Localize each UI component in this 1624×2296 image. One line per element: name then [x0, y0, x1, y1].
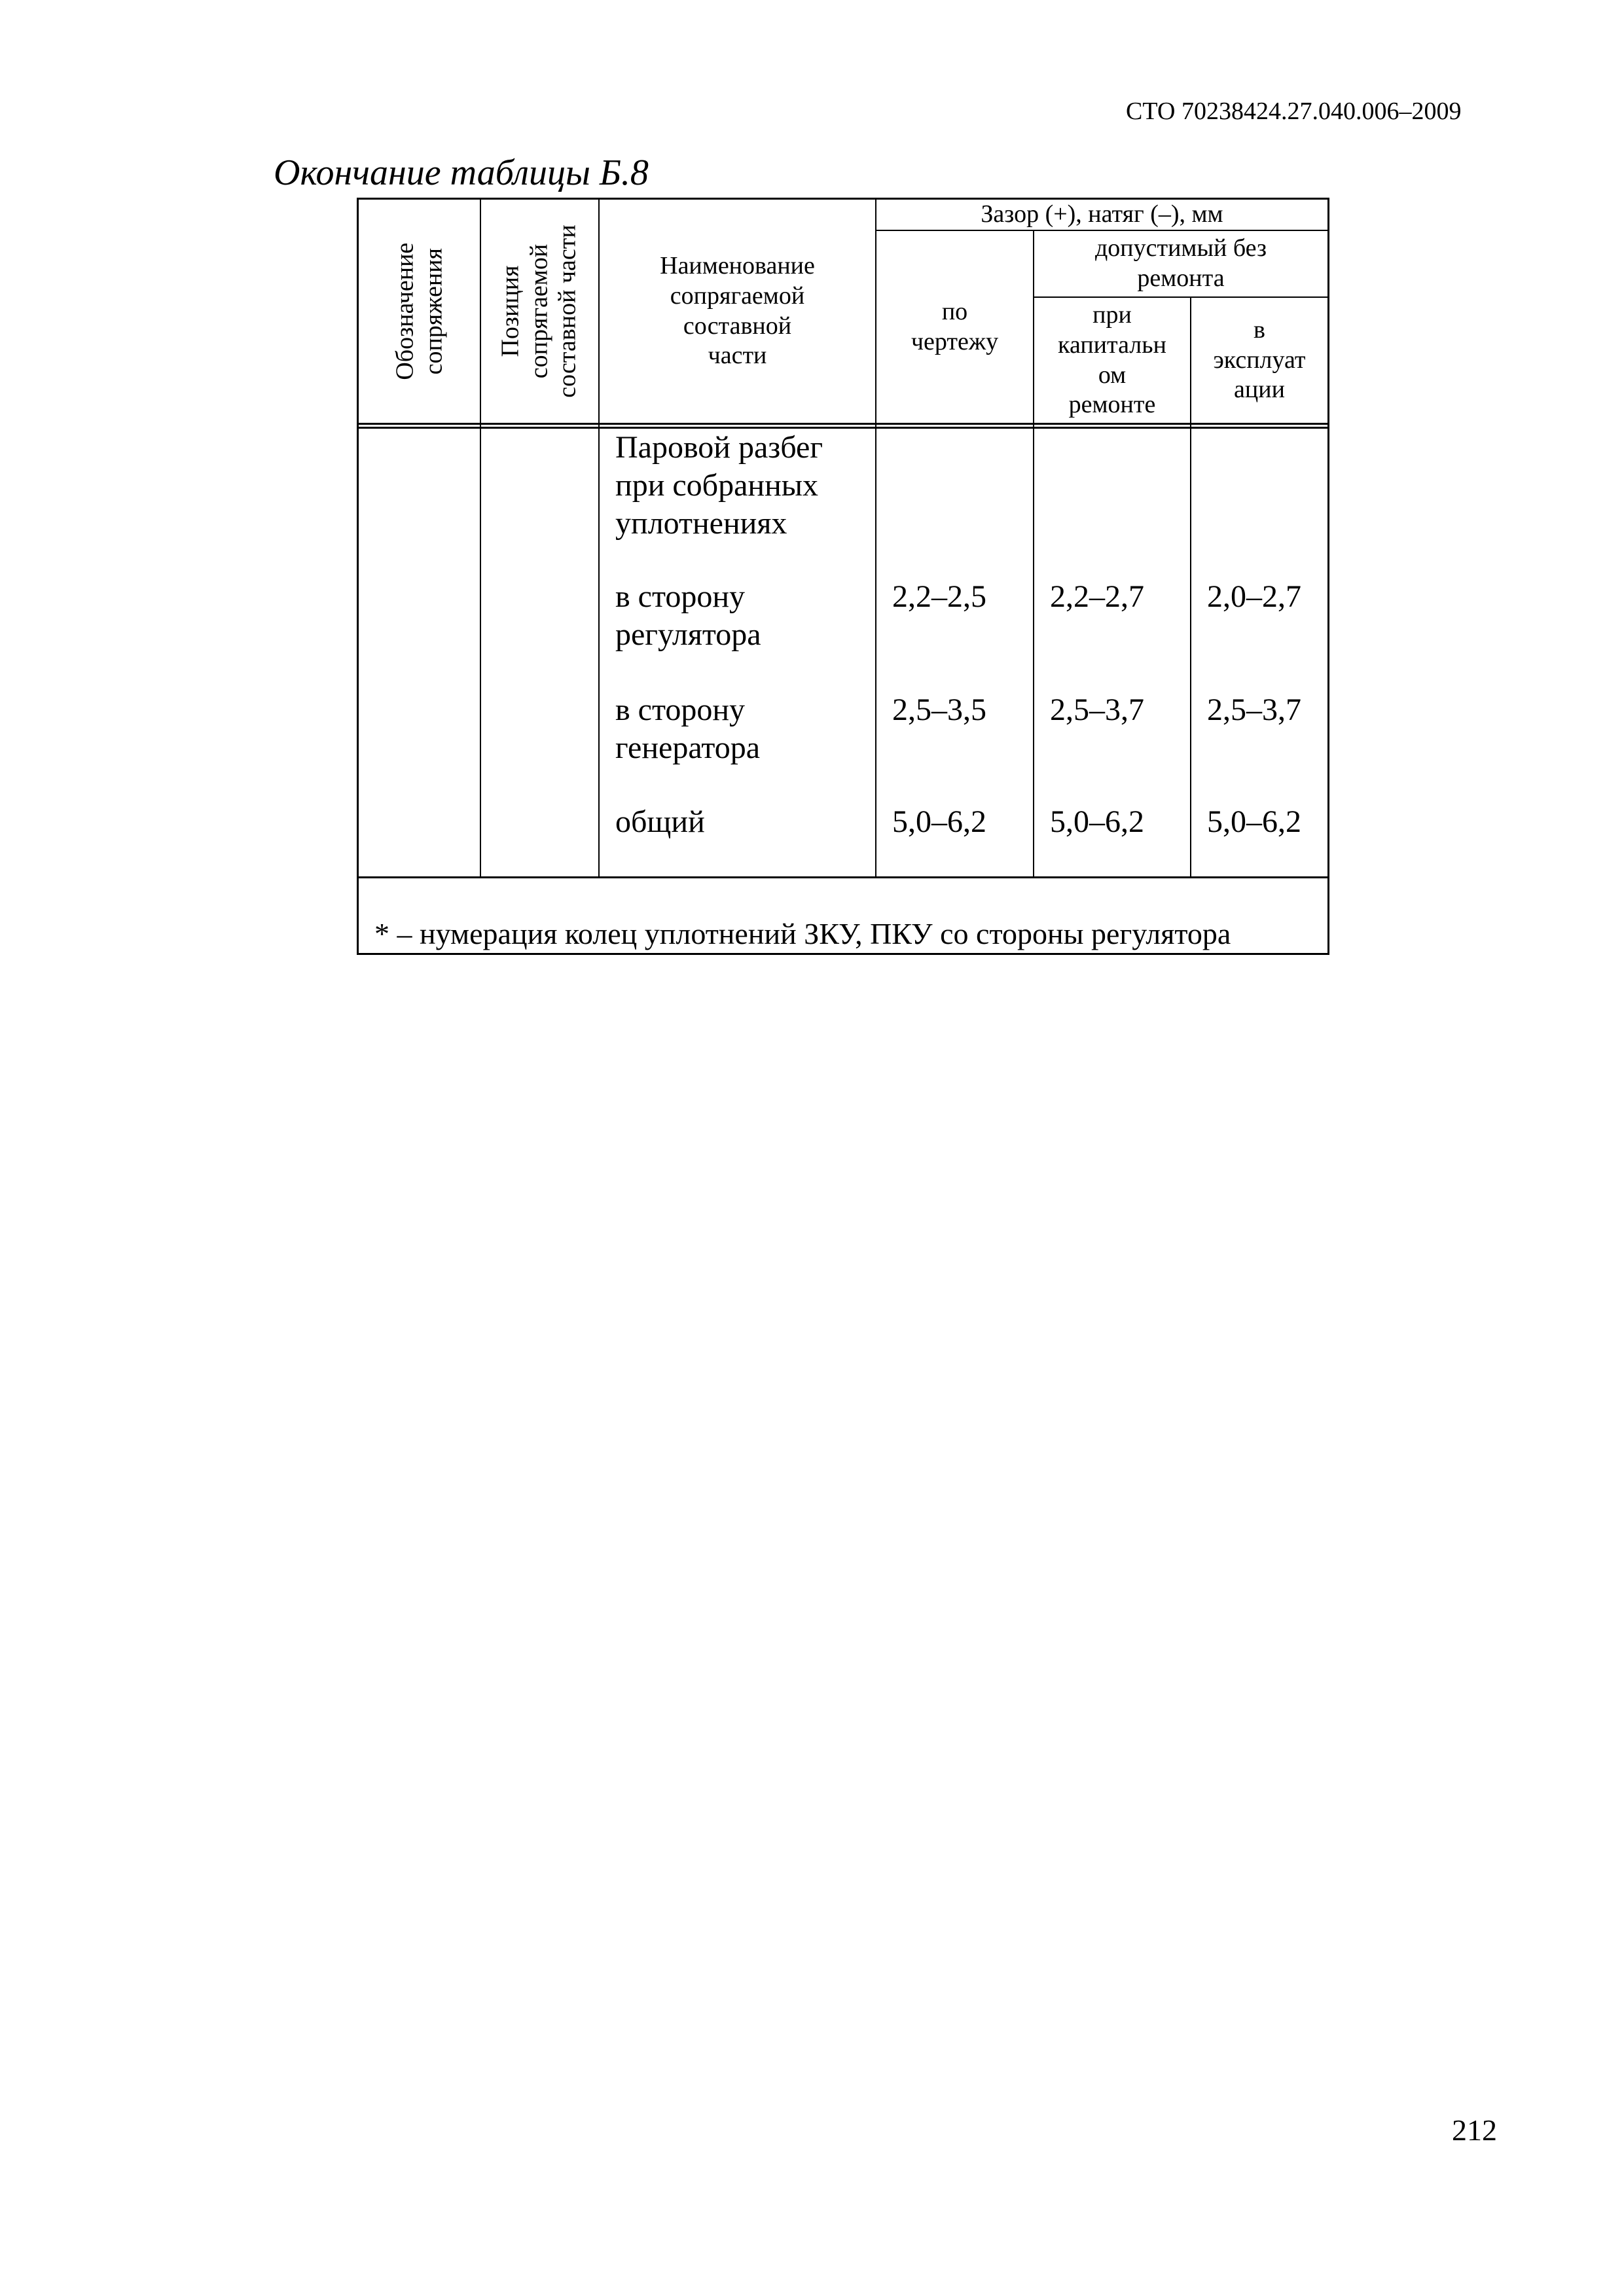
header-position: [481, 200, 598, 423]
row-1-name: в сторону регулятора: [615, 579, 761, 652]
row-3-capital-repair: 5,0–6,2: [1050, 804, 1144, 839]
header-designation-label: Обозначение сопряжения: [390, 242, 447, 380]
row-1-capital-repair: 2,2–2,7: [1050, 579, 1144, 614]
row-2-operation: 2,5–3,7: [1207, 692, 1301, 727]
row-3-name: общий: [615, 804, 705, 839]
table-caption: Окончание таблицы Б.8: [274, 152, 649, 193]
page-number: 212: [1452, 2113, 1497, 2147]
header-designation: [359, 200, 480, 423]
document-code: СТО 70238424.27.040.006–2009: [1126, 98, 1462, 125]
table-border-right: [1327, 198, 1329, 955]
header-separator: [357, 423, 1329, 425]
row-1-operation: 2,0–2,7: [1207, 579, 1301, 614]
section-title: Паровой разбег при собранных уплотнениях: [615, 430, 823, 541]
row-3-operation: 5,0–6,2: [1207, 804, 1301, 839]
table-border-bottom: [357, 953, 1329, 955]
row-3-by-drawing: 5,0–6,2: [892, 804, 986, 839]
row-2-capital-repair: 2,5–3,7: [1050, 692, 1144, 727]
header-name: Наименование сопрягаемой составной части: [660, 252, 815, 370]
row-2-name: в сторону генератора: [615, 692, 761, 765]
grid-line: [357, 876, 1329, 878]
row-2-by-drawing: 2,5–3,5: [892, 692, 986, 727]
header-capital-repair: при капитальн ом ремонте: [1058, 301, 1166, 419]
header-operation: в эксплуат ации: [1213, 316, 1306, 404]
header-by-drawing: по чертежу: [911, 297, 999, 355]
table-footnote: * – нумерация колец уплотнений ЗКУ, ПКУ со стороны регулятора: [374, 917, 1231, 950]
row-1-by-drawing: 2,2–2,5: [892, 579, 986, 614]
header-position-label: Позиция сопрягаемой составной части: [496, 224, 582, 398]
header-allowed-group: допустимый без ремонта: [1094, 234, 1267, 292]
header-gap-group: Зазор (+), натяг (–), мм: [981, 200, 1223, 228]
